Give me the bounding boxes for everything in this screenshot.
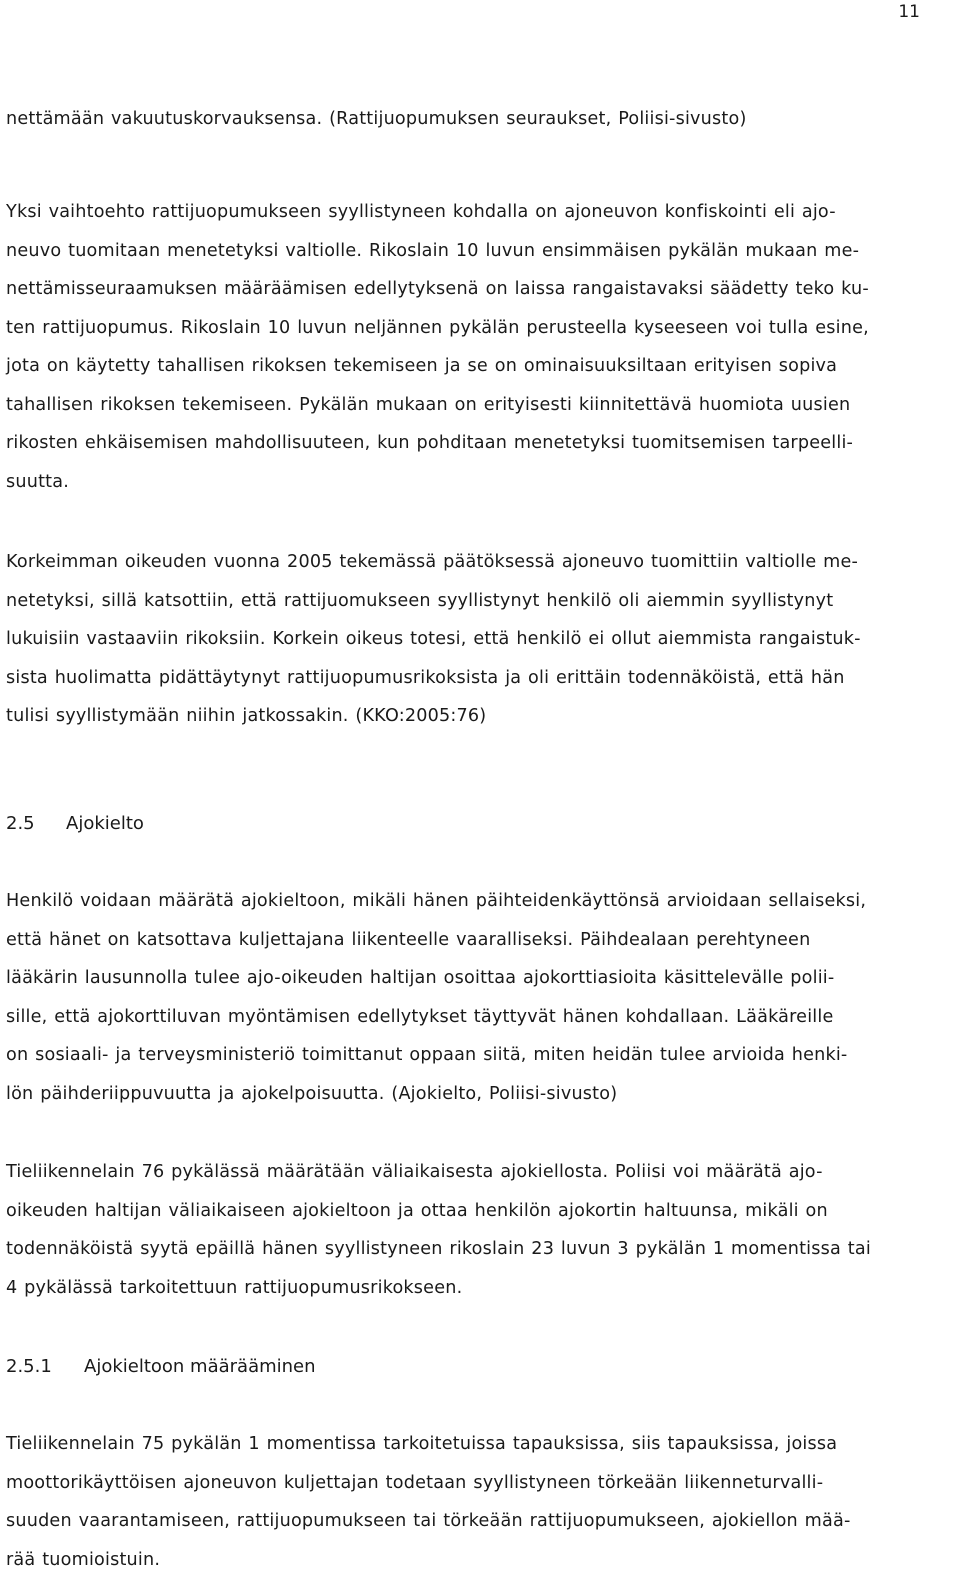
paragraph-driving-ban-substance-use: Henkilö voidaan määrätä ajokieltoon, mikäli hänen päihteidenkäyttönsä arvioidaan sellaiseksi, että hänet on katsottava kuljettajana liikenteelle vaaralliseksi. Päihdealaan perehtyneen lääkärin lausunnolla tulee ajo-oikeuden haltijan osoittaa ajokorttiasioita käsittelevälle polii- sille, että ajokorttiluvan myöntämisen edellytykset täyttyvät hänen kohdallaan. Lääkäreille on sosiaali- ja terveysministeriö toimittanut oppaan siitä, miten heidän tulee arvioida henki- lön päihderiippuvuutta ja ajokelpoisuutta. (Ajokielto, Poliisi-sivusto) [6, 891, 867, 1104]
subsection-heading-imposing-driving-ban [6, 1355, 316, 1379]
section-heading-driving-ban [6, 812, 144, 836]
paragraph-temporary-driving-ban: Tieliikennelain 76 pykälässä määrätään väliaikaisesta ajokiellosta. Poliisi voi määrätä ajo- oikeuden haltijan väliaikaiseen ajokieltoon ja ottaa henkilön ajokortin haltuunsa, mikäli on todennäköistä syytä epäillä hänen syyllistyneen rikoslain 23 luvun 3 pykälän 1 momentissa tai 4 pykälässä tarkoitettuun rattijuopumusrikokseen. [6, 1162, 871, 1298]
paragraph-supreme-court-decision: Korkeimman oikeuden vuonna 2005 tekemässä päätöksessä ajoneuvo tuomittiin valtiolle me- netetyksi, sillä katsottiin, että rattijuomukseen syyllistynyt henkilö oli aiemmin syyllistynyt lukuisiin vastaaviin rikoksiin. Korkein oikeus totesi, että henkilö ei ollut aiemmista rangaistuk- sista huolimatta pidättäytynyt rattijuopumusrikoksista ja oli erittäin todennäköistä, että hän tulisi syyllistymään niihin jatkossakin. (KKO:2005:76) [6, 552, 861, 726]
section-number: 2.5 [6, 813, 35, 834]
section-title: Ajokielto [66, 813, 144, 834]
paragraph-insurance-compensation: nettämään vakuutuskorvauksensa. (Rattijuopumuksen seuraukset, Poliisi-sivusto) [6, 109, 747, 129]
page-number: 11 [898, 2, 920, 22]
subsection-title: Ajokieltoon määrääminen [84, 1356, 316, 1377]
subsection-number: 2.5.1 [6, 1356, 52, 1377]
paragraph-vehicle-confiscation: Yksi vaihtoehto rattijuopumukseen syyllistyneen kohdalla on ajoneuvon konfiskointi eli ajo- neuvo tuomitaan menetetyksi valtiolle. Rikoslain 10 luvun ensimmäisen pykälän mukaan me- nettämisseuraamuksen määräämisen edellytyksenä on laissa rangaistavaksi säädetty teko ku- ten rattijuopumus. Rikoslain 10 luvun neljännen pykälän perusteella kyseeseen voi tulla esine, jota on käytetty tahallisen rikoksen tekemiseen ja se on ominaisuuksiltaan erityisen sopiva tahallisen rikoksen tekemiseen. Pykälän mukaan on erityisesti kiinnitettävä huomiota uusien rikosten ehkäisemisen mahdollisuuteen, kun pohditaan menetetyksi tuomitsemisen tarpeelli- suutta. [6, 202, 869, 492]
paragraph-court-imposed-ban: Tieliikennelain 75 pykälän 1 momentissa tarkoitetuissa tapauksissa, siis tapauksissa, joissa moottorikäyttöisen ajoneuvon kuljettajan todetaan syyllistyneen törkeään liikenneturvalli- suuden vaarantamiseen, rattijuopumukseen tai törkeään rattijuopumukseen, ajokiellon mää- rää tuomioistuin. [6, 1434, 851, 1570]
